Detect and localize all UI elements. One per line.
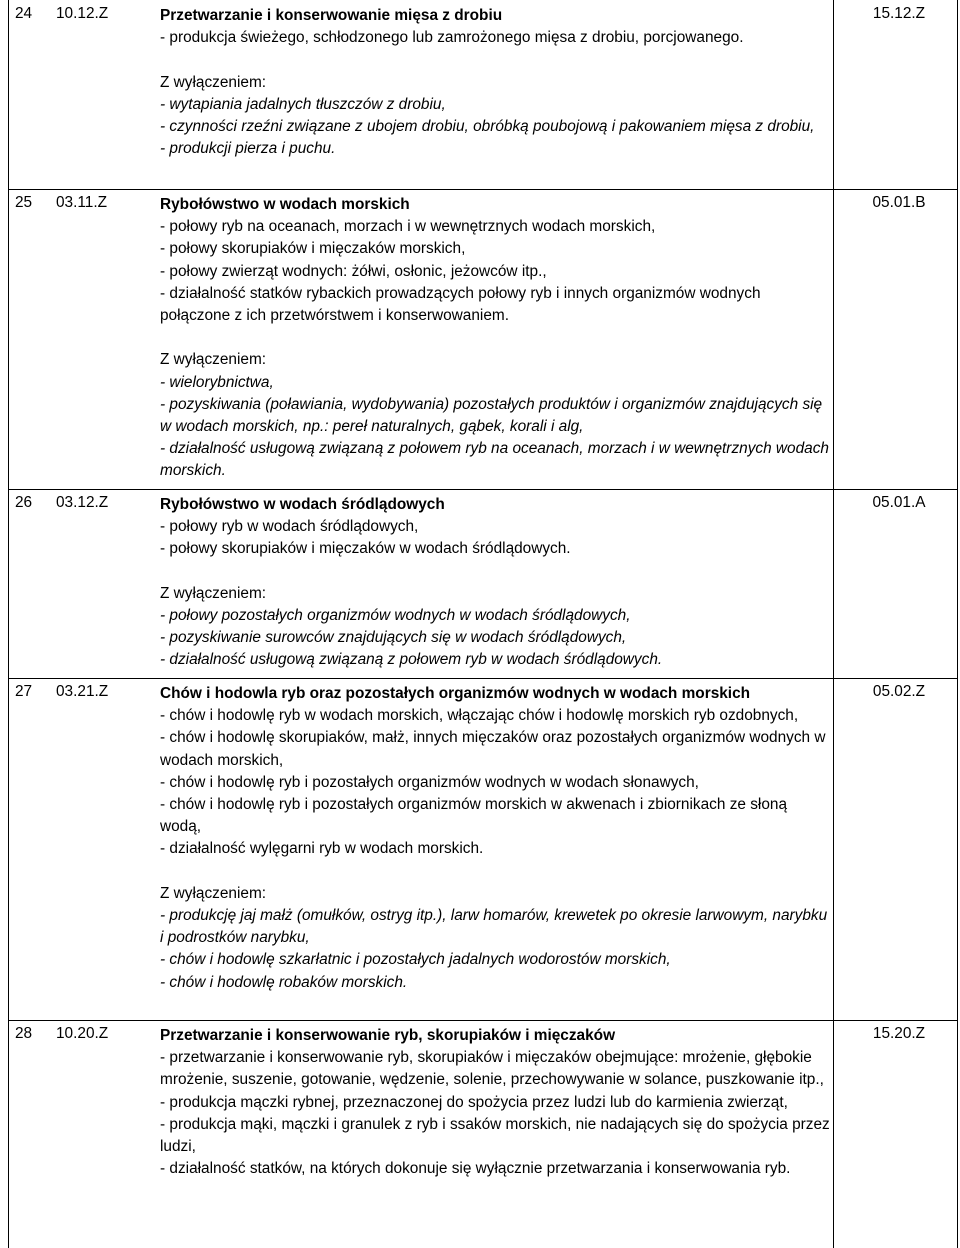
- table-row: [8, 0, 958, 189]
- row-description: [160, 494, 830, 672]
- pkd-code: 03.21.Z: [56, 683, 109, 700]
- mapped-code: 15.20.Z: [872, 1025, 926, 1042]
- excluded-activity: - pozyskiwanie surowców znajdujących się w wodach śródlądowych,: [160, 629, 627, 647]
- exclusions-label: Z wyłączeniem:: [160, 73, 267, 91]
- pkd-code: 03.11.Z: [56, 194, 108, 211]
- excluded-activity: - produkcję jaj małż (omułków, ostryg itp.), larw homarów, krewetek po okresie larwowym, narybku i podrostków narybku,: [160, 907, 832, 947]
- included-activity: - chów i hodowlę ryb w wodach morskich, włączając chów i hodowlę morskich ryb ozdobnych,: [160, 707, 799, 725]
- exclusions-block: [160, 349, 834, 482]
- section-title: Rybołówstwo w wodach morskich: [160, 196, 410, 213]
- exclusions-block: [160, 72, 830, 161]
- included-activity: - chów i hodowlę ryb i pozostałych organizmów wodnych w wodach słonawych,: [160, 773, 699, 791]
- row-description: [160, 1025, 835, 1180]
- row-number: 28: [15, 1025, 33, 1042]
- section-title: Rybołówstwo w wodach śródlądowych: [160, 496, 445, 513]
- classification-table: [8, 0, 958, 1248]
- pkd-code: 10.12.Z: [56, 5, 109, 22]
- exclusions-label: Z wyłączeniem:: [160, 884, 267, 902]
- pkd-code: 10.20.Z: [56, 1025, 109, 1042]
- included-activity: - produkcja mąki, mączki i granulek z ryb i ssaków morskich, nie nadających się do spożycia przez ludzi,: [160, 1115, 835, 1156]
- included-activity: - produkcja mączki rybnej, przeznaczonej do spożycia przez ludzi lub do karmienia zwierząt,: [160, 1093, 788, 1111]
- exclusions-block: [160, 583, 830, 672]
- mapped-code: 15.12.Z: [872, 5, 926, 22]
- row-description: [160, 683, 830, 994]
- included-activity: - chów i hodowlę skorupiaków, małż, innych mięczaków oraz pozostałych organizmów wodnych w wodach morskich,: [160, 729, 830, 769]
- included-activity: - połowy ryb na oceanach, morzach i w wewnętrznych wodach morskich,: [160, 218, 656, 236]
- row-number: 24: [15, 5, 33, 22]
- spacer: [160, 561, 830, 583]
- row-number: 27: [15, 683, 33, 700]
- excluded-activity: - chów i hodowlę szkarłatnic i pozostałych jadalnych wodorostów morskich,: [160, 951, 671, 969]
- included-activity: - połowy skorupiaków i mięczaków w wodach śródlądowych.: [160, 540, 571, 558]
- mapped-code: 05.01.B: [872, 194, 926, 211]
- included-activity: - połowy skorupiaków i mięczaków morskich,: [160, 240, 466, 258]
- spacer: [160, 327, 830, 349]
- excluded-activity: - pozyskiwania (poławiania, wydobywania) pozostałych produktów i organizmów znajdujących się w wodach morskich, np.: pereł naturalnych, gąbek, korali i alg,: [160, 395, 827, 436]
- section-title: Przetwarzanie i konserwowanie mięsa z drobiu: [160, 7, 503, 24]
- pkd-code: 03.12.Z: [56, 494, 109, 511]
- row-number: 25: [15, 194, 33, 211]
- included-activity: - działalność wylęgarni ryb w wodach morskich.: [160, 840, 484, 858]
- included-activity: - połowy ryb w wodach śródlądowych,: [160, 518, 419, 536]
- excluded-activity: - połowy pozostałych organizmów wodnych w wodach śródlądowych,: [160, 607, 631, 624]
- exclusions-block: [160, 883, 830, 994]
- mapped-code: 05.02.Z: [872, 683, 926, 700]
- row-number: 26: [15, 494, 33, 511]
- section-title: Przetwarzanie i konserwowanie ryb, skorupiaków i mięczaków: [160, 1027, 616, 1044]
- table-row: [8, 1020, 958, 1248]
- excluded-activity: - działalność usługową związaną z połowem ryb w wodach śródlądowych.: [160, 651, 663, 669]
- row-description: [160, 5, 830, 160]
- included-activity: - produkcja świeżego, schłodzonego lub zamrożonego mięsa z drobiu, porcjowanego.: [160, 29, 744, 47]
- included-activity: - chów i hodowlę ryb i pozostałych organizmów morskich w akwenach i zbiornikach ze słoną wodą,: [160, 796, 792, 836]
- excluded-activity: - chów i hodowlę robaków morskich.: [160, 973, 408, 991]
- included-activity: - działalność statków, na których dokonuje się wyłącznie przetwarzania i konserwowania ryb.: [160, 1160, 791, 1178]
- table-row: [8, 489, 958, 678]
- table-row: [8, 189, 958, 489]
- excluded-activity: - działalność usługową związaną z połowem ryb na oceanach, morzach i w wewnętrznych wodach morskich.: [160, 440, 834, 480]
- spacer: [160, 861, 830, 883]
- exclusions-label: Z wyłączeniem:: [160, 584, 267, 602]
- included-activity: - połowy zwierząt wodnych: żółwi, osłonic, jeżowców itp.,: [160, 262, 547, 280]
- row-description: [160, 194, 834, 483]
- section-title: Chów i hodowla ryb oraz pozostałych organizmów wodnych w wodach morskich: [160, 685, 751, 702]
- table-row: [8, 678, 958, 1020]
- excluded-activity: - produkcji pierza i puchu.: [160, 140, 336, 158]
- mapped-code: 05.01.A: [872, 494, 926, 511]
- exclusions-label: Z wyłączeniem:: [160, 351, 267, 369]
- excluded-activity: - czynności rzeźni związane z ubojem drobiu, obróbką poubojową i pakowaniem mięsa z drobiu,: [160, 118, 815, 135]
- included-activity: - działalność statków rybackich prowadzących połowy ryb i innych organizmów wodnych połączone z ich przetwórstwem i konserwowaniem.: [160, 284, 765, 325]
- included-activity: - przetwarzanie i konserwowanie ryb, skorupiaków i mięczaków obejmujące: mrożenie, głębokie mrożenie, suszenie, gotowanie, wędzenie, solenie, przechowywanie w solance, puszkowanie itp.,: [160, 1049, 824, 1089]
- excluded-activity: - wielorybnictwa,: [160, 373, 274, 391]
- excluded-activity: - wytapiania jadalnych tłuszczów z drobiu,: [160, 95, 446, 113]
- spacer: [160, 49, 830, 71]
